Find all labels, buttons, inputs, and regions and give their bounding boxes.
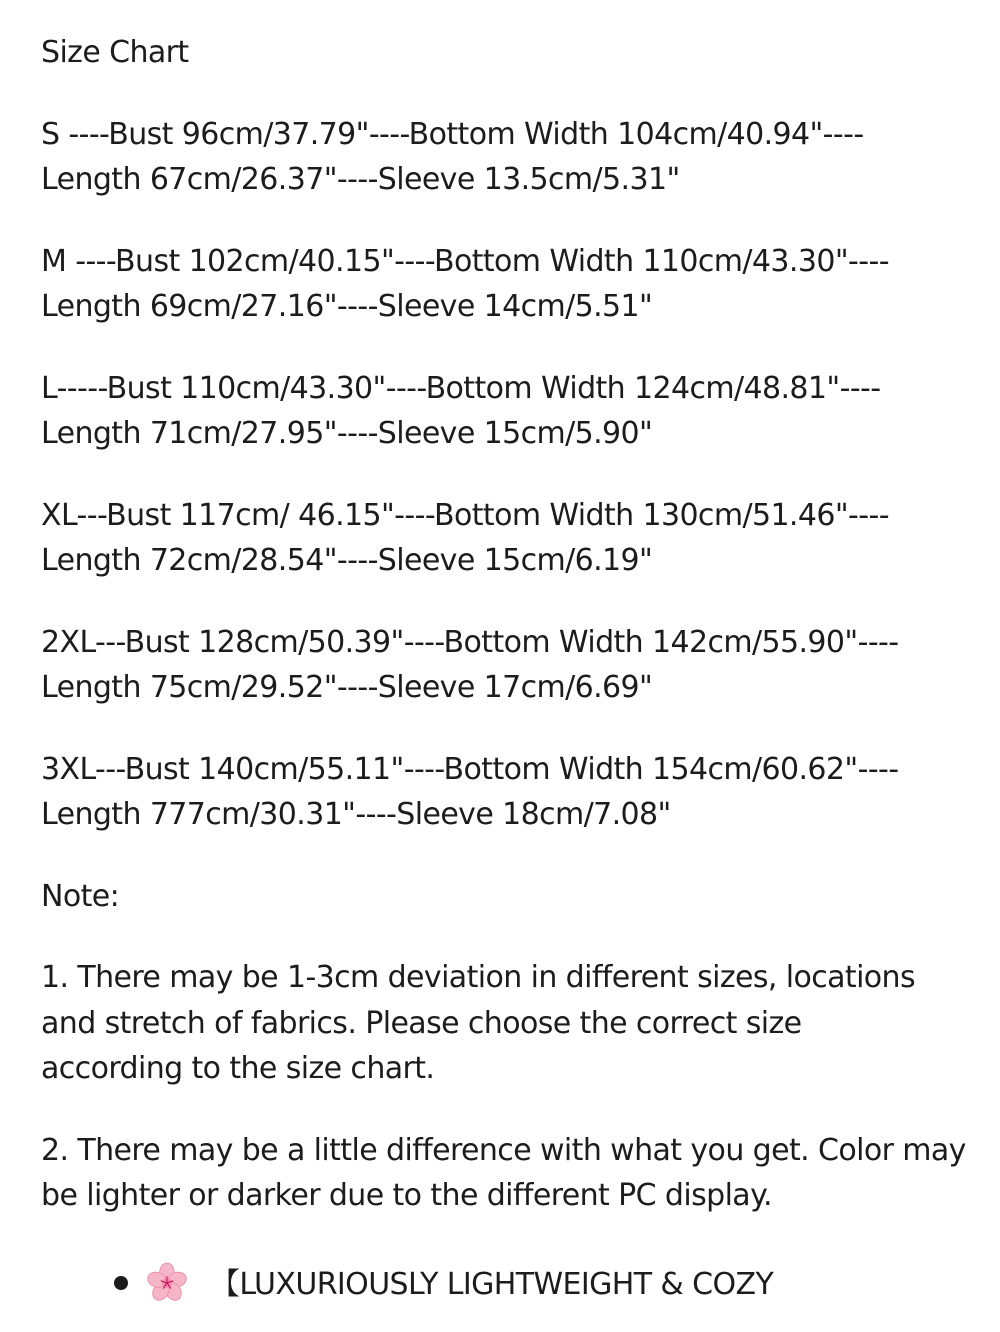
feature-item — [0, 1262, 1000, 1308]
feature-list — [0, 1262, 1000, 1308]
size-row-l — [41, 366, 971, 457]
size-row-line: 2XL---Bust 128cm/50.39"----Bottom Width 142cm/55.90"---- — [41, 624, 899, 660]
size-row-line: Length 75cm/29.52"----Sleeve 17cm/6.69" — [41, 670, 653, 705]
feature-text: 【LUXURIOUSLY LIGHTWEIGHT & COZY — [210, 1267, 774, 1302]
note-line: and stretch of fabrics. Please choose the correct size — [41, 1005, 802, 1041]
size-row-line: Length 71cm/27.95"----Sleeve 15cm/5.90" — [41, 416, 653, 451]
size-row-line: Length 777cm/30.31"----Sleeve 18cm/7.08" — [41, 797, 671, 832]
size-row-xl — [41, 493, 971, 584]
note-line: 1. There may be 1-3cm deviation in different sizes, locations — [41, 960, 916, 995]
size-row-line: Length 69cm/27.16"----Sleeve 14cm/5.51" — [41, 289, 653, 324]
size-row-line: Length 72cm/28.54"----Sleeve 15cm/6.19" — [41, 543, 653, 578]
size-row-line: XL---Bust 117cm/ 46.15"----Bottom Width 130cm/51.46"---- — [41, 497, 889, 533]
size-row-2xl — [41, 620, 971, 711]
note-line: 2. There may be a little difference with what you get. Color may — [41, 1132, 966, 1168]
size-row-m — [41, 239, 971, 330]
size-row-line: 3XL---Bust 140cm/55.11"----Bottom Width 154cm/60.62"---- — [41, 751, 899, 787]
size-row-3xl — [41, 747, 971, 838]
bullet-dot — [114, 1276, 128, 1290]
cherry-blossom-icon — [146, 1262, 188, 1304]
product-description — [41, 30, 971, 1255]
note-line: according to the size chart. — [41, 1051, 435, 1086]
note-line: be lighter or darker due to the different PC display. — [41, 1178, 772, 1213]
note-heading: Note: — [41, 878, 120, 914]
size-row-line: Length 67cm/26.37"----Sleeve 13.5cm/5.31" — [41, 162, 680, 197]
size-chart-title: Size Chart — [41, 35, 189, 70]
size-row-s — [41, 112, 971, 203]
note-item-2 — [41, 1128, 971, 1219]
size-row-line: M ----Bust 102cm/40.15"----Bottom Width 110cm/43.30"---- — [41, 243, 889, 279]
size-row-line: L-----Bust 110cm/43.30"----Bottom Width 124cm/48.81"---- — [41, 370, 881, 406]
size-row-line: S ----Bust 96cm/37.79"----Bottom Width 104cm/40.94"---- — [41, 116, 864, 152]
note-item-1 — [41, 955, 971, 1092]
